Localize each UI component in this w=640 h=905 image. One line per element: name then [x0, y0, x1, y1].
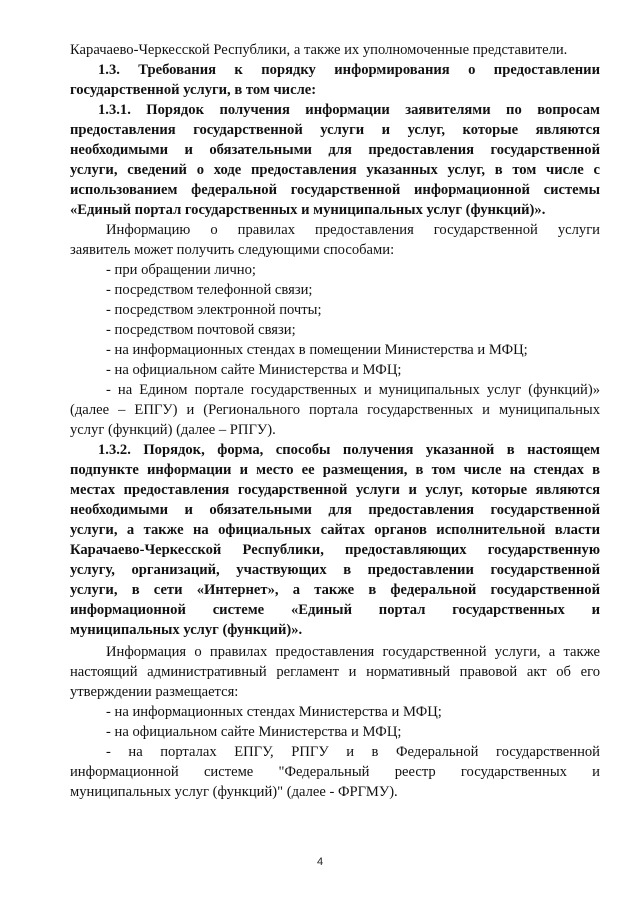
info-intro-paragraph [70, 220, 600, 260]
list-item: - на официальном сайте Министерства и МФЦ; [106, 362, 402, 378]
paragraph-line: Информация о правилах предоставления государственной услуги, а также [106, 644, 600, 660]
paragraph-line: Информацию о правилах предоставления государственной услуги [106, 222, 600, 238]
heading-line: информационной системе «Единый портал государственных и [70, 602, 600, 618]
section-1-3-2-heading [70, 440, 600, 640]
list-item: - на официальном сайте Министерства и МФЦ; [106, 724, 402, 740]
heading-line: услуги, в сети «Интернет», а также в федеральной государственной [70, 582, 600, 598]
page-number: 4 [316, 856, 324, 868]
heading-line: «Единый портал государственных и муниципальных услуг (функций)». [70, 202, 546, 218]
paragraph-line: заявитель может получить следующими способами: [70, 242, 395, 258]
page-body [70, 40, 600, 802]
list-item-line: (далее – ЕПГУ) и (Регионального портала государственных и муниципальных [70, 402, 600, 418]
list-item [70, 742, 600, 802]
list-item: - посредством почтовой связи; [106, 322, 296, 338]
section-1-3-heading [70, 60, 600, 100]
list-item: - посредством электронной почты; [106, 302, 322, 318]
section-1-3-1-heading [70, 100, 600, 220]
heading-line: услугу, организаций, участвующих в предоставлении государственной [70, 562, 600, 578]
heading-line: необходимыми и обязательными для предоставления государственной [70, 142, 600, 158]
list-item-line: услуг (функций) (далее – РПГУ). [70, 422, 276, 438]
heading-line: 1.3. Требования к порядку информирования о предоставлении [98, 62, 600, 78]
paragraph-line: утверждении размещается: [70, 684, 239, 700]
ways-list [70, 260, 600, 440]
list-item-line: муниципальных услуг (функций)" (далее - ФРГМУ). [70, 784, 398, 800]
heading-line: муниципальных услуг (функций)». [70, 622, 303, 638]
heading-line: необходимыми и обязательными для предоставления государственной [70, 502, 600, 518]
list-item-line: - на порталах ЕПГУ, РПГУ и в Федеральной государственной [106, 744, 600, 760]
heading-line: предоставления государственной услуги и услуг, которые являются [70, 122, 600, 138]
list-item: - на информационных стендах в помещении Министерства и МФЦ; [106, 342, 528, 358]
list-item: - посредством телефонной связи; [106, 282, 313, 298]
list-item: - на информационных стендах Министерства и МФЦ; [106, 704, 442, 720]
list-item-line: информационной системе "Федеральный реестр государственных и [70, 764, 600, 780]
heading-line: Карачаево-Черкесской Республики, предоставляющих государственную [70, 542, 600, 558]
placement-intro-paragraph [70, 642, 600, 702]
heading-line: услуги, сведений о ходе предоставления указанных услуг, в том числе с [70, 162, 600, 178]
heading-line: местах предоставления государственной услуги и услуг, которые являются [70, 482, 600, 498]
heading-line: подпункте информации и место ее размещения, в том числе на стендах в [70, 462, 600, 478]
heading-line: услуги, а также на официальных сайтах органов исполнительной власти [70, 522, 600, 538]
heading-line: 1.3.1. Порядок получения информации заявителями по вопросам [98, 102, 600, 118]
heading-line: использованием федеральной государственной информационной системы [70, 182, 600, 198]
heading-line: 1.3.2. Порядок, форма, способы получения указанной в настоящем [98, 442, 600, 458]
list-item: - при обращении лично; [106, 262, 256, 278]
paragraph-line: настоящий административный регламент и нормативный правовой акт об его [70, 664, 600, 680]
placements-list [70, 702, 600, 802]
list-item [70, 380, 600, 440]
intro-line: Карачаево-Черкесской Республики, а также их уполномоченные представители. [70, 42, 568, 58]
heading-line: государственной услуги, в том числе: [70, 82, 317, 98]
list-item-line: - на Едином портале государственных и муниципальных услуг (функций)» [106, 382, 600, 398]
